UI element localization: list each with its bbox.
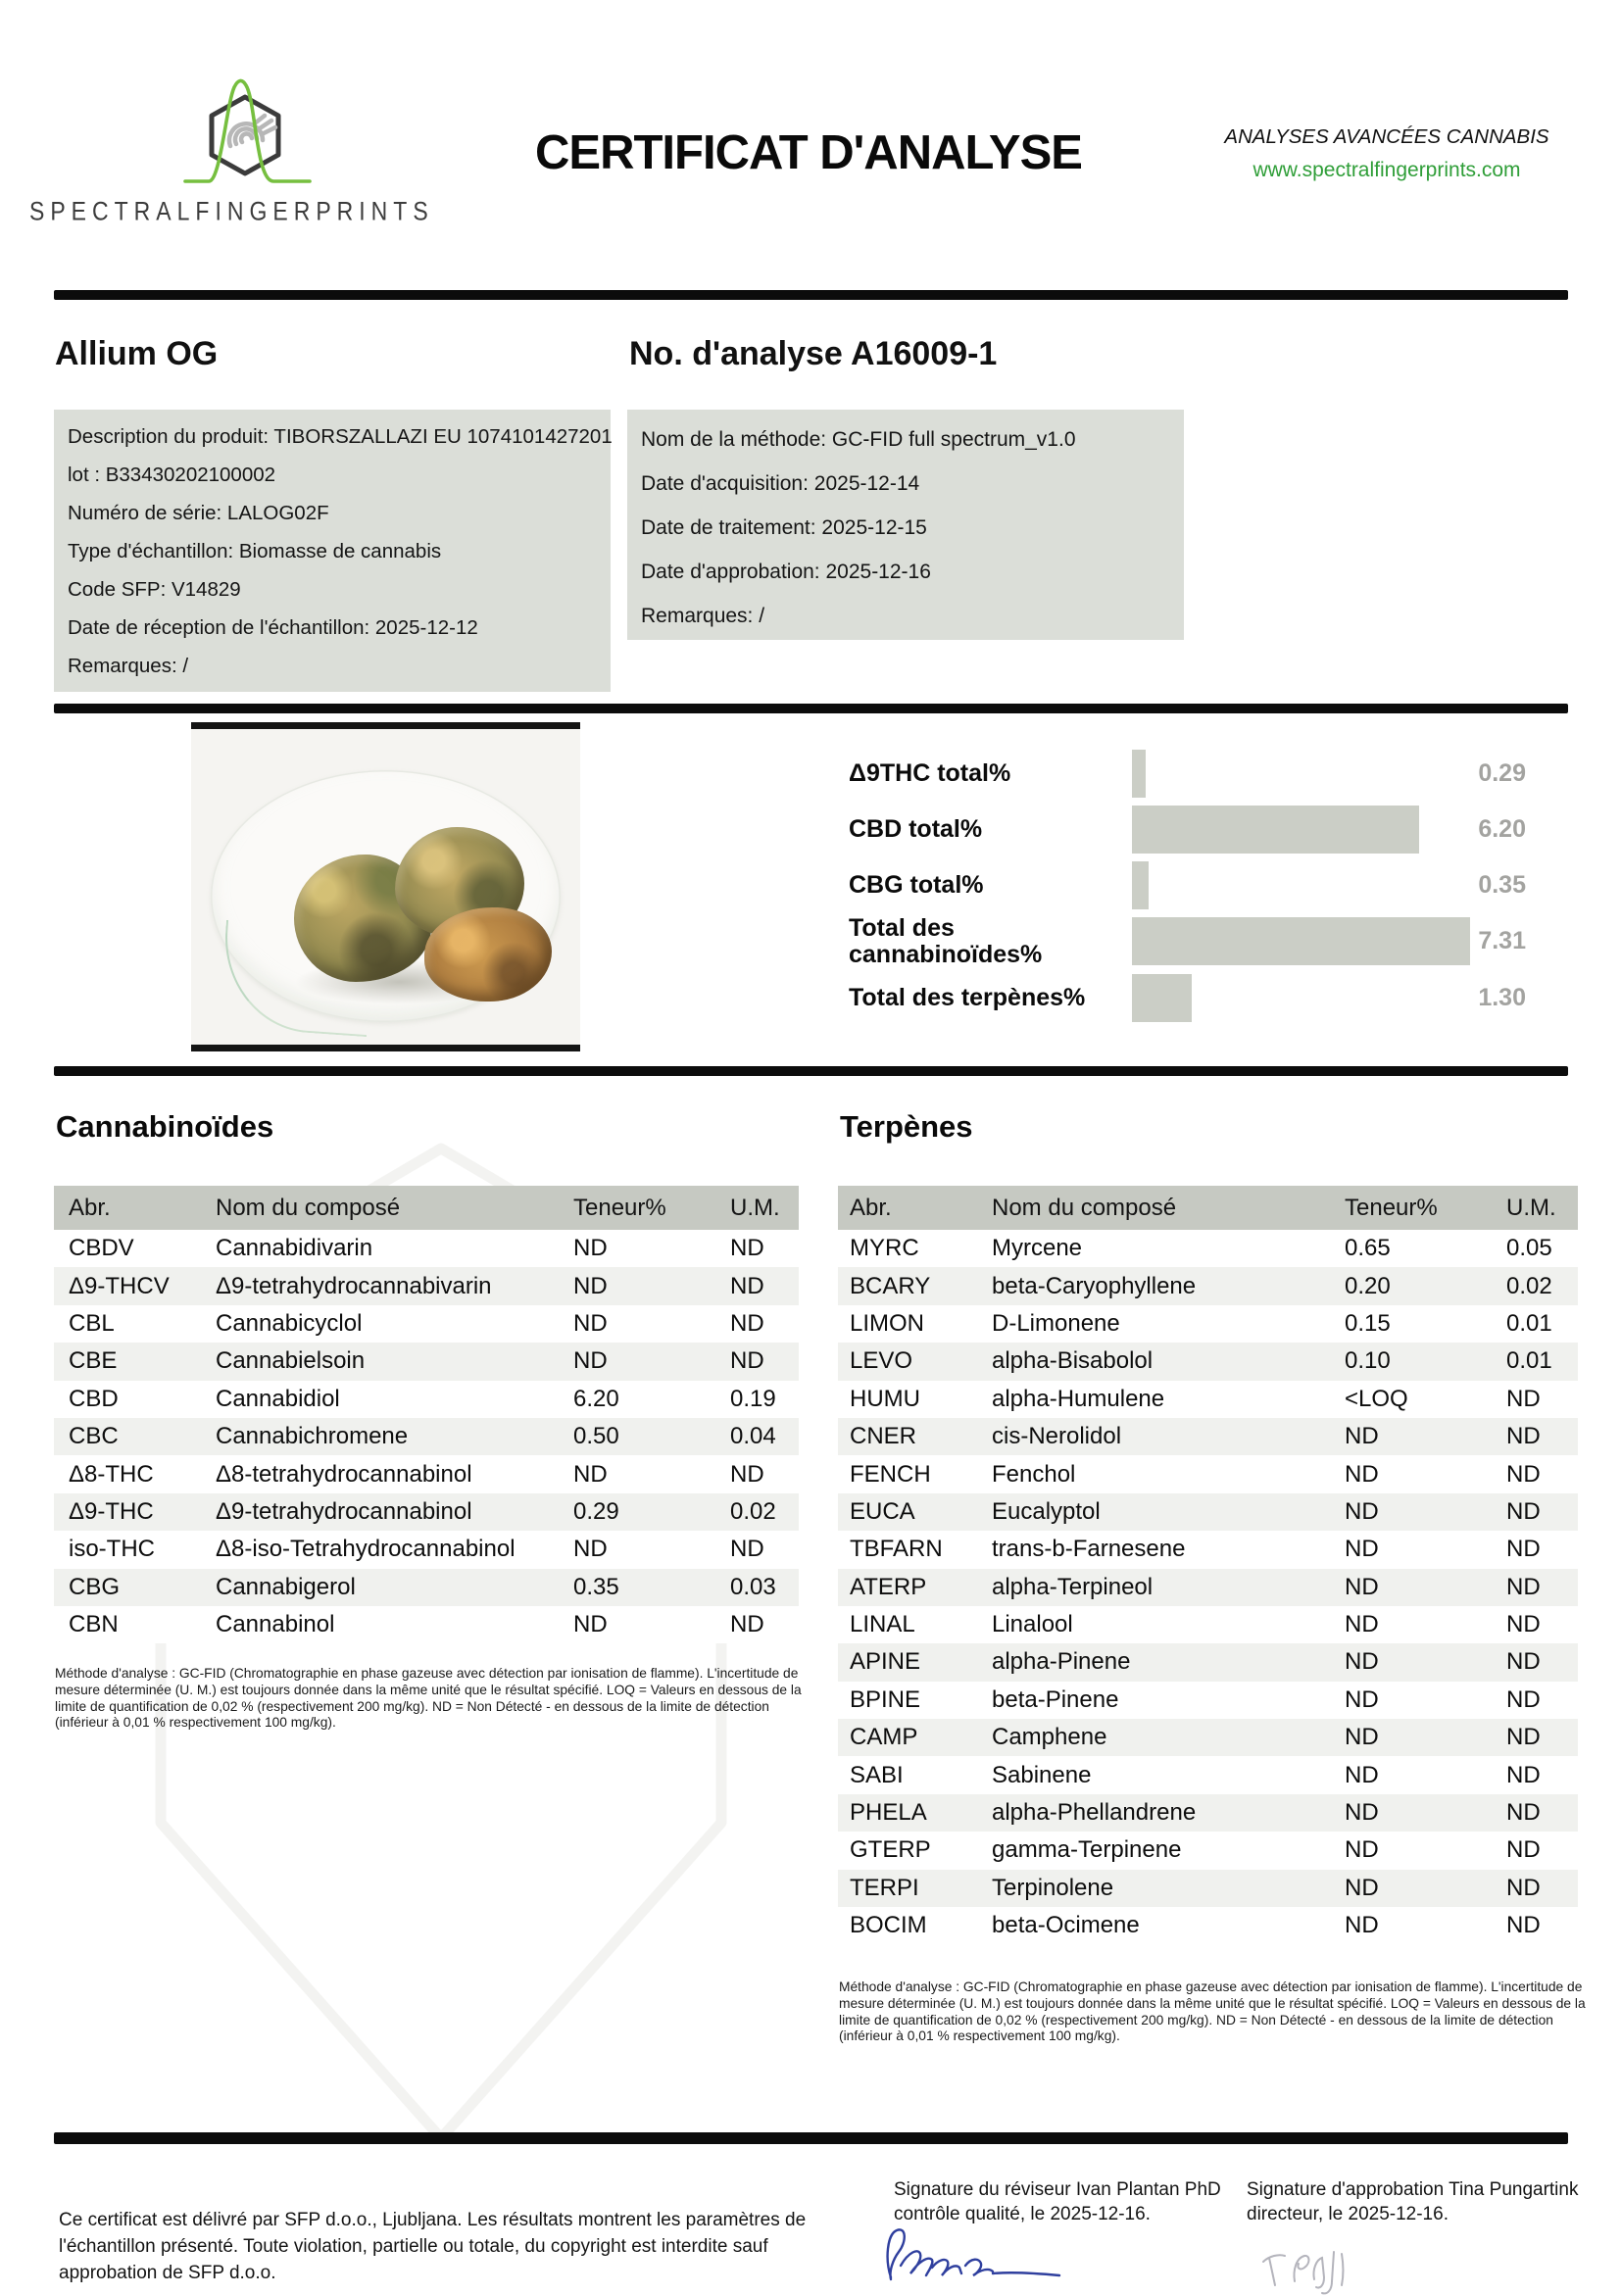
table-cell: ND [1506, 1460, 1541, 1488]
divider [54, 290, 1568, 300]
divider [54, 704, 1568, 713]
approver-signature-label: Signature d'approbation Tina Pungartink [1247, 2179, 1579, 2200]
table-cell: alpha-Humulene [992, 1385, 1165, 1412]
table-cell: PHELA [850, 1799, 927, 1827]
table-cell: ND [573, 1611, 608, 1638]
table-row [838, 1267, 1578, 1304]
table-cell: ND [1506, 1836, 1541, 1864]
table-row [838, 1907, 1578, 1944]
table-cell: Cannabichromene [216, 1423, 409, 1450]
column-header: Abr. [850, 1194, 892, 1221]
table-cell: Δ9-tetrahydrocannabivarin [216, 1272, 492, 1299]
table-row [838, 1794, 1578, 1832]
info-line: Code SFP: V14829 [68, 578, 241, 601]
table-cell: ND [1506, 1874, 1541, 1901]
info-line: lot : B33430202100002 [68, 464, 276, 486]
table-cell: 0.20 [1345, 1272, 1391, 1299]
table-row [838, 1832, 1578, 1869]
table-cell: Camphene [992, 1724, 1107, 1751]
table-cell: ND [1345, 1799, 1379, 1827]
certificate-disclaimer: Ce certificat est délivré par SFP d.o.o., Ljubljana. Les résultats montrent les paramètres de l'échantillon présenté. Toute violation, partielle ou totale, du copyright est interdite sauf approbation de SFP d.o.o. [59, 2210, 807, 2283]
column-header: Teneur% [573, 1194, 666, 1221]
table-cell: ND [1345, 1423, 1379, 1450]
table-row [54, 1493, 799, 1531]
table-row [54, 1230, 799, 1267]
table-cell: ND [573, 1347, 608, 1375]
table-row [838, 1493, 1578, 1531]
table-cell: CNER [850, 1423, 917, 1450]
table-cell: ND [730, 1347, 764, 1375]
table-row [838, 1455, 1578, 1492]
table-cell: ND [573, 1235, 608, 1262]
table-cell: 0.01 [1506, 1309, 1552, 1337]
table-cell: ND [573, 1309, 608, 1337]
cannabinoids-section-title: Cannabinoïdes [56, 1109, 274, 1144]
table-cell: CBL [69, 1309, 115, 1337]
table-cell: 0.04 [730, 1423, 776, 1450]
table-cell: CBC [69, 1423, 119, 1450]
table-row [54, 1569, 799, 1606]
table-cell: Cannabicyclol [216, 1309, 363, 1337]
column-header: U.M. [730, 1194, 780, 1221]
table-cell: ND [730, 1235, 764, 1262]
table-cell: Myrcene [992, 1235, 1083, 1262]
table-cell: BPINE [850, 1685, 921, 1713]
table-cell: LINAL [850, 1611, 915, 1638]
table-cell: ND [1345, 1912, 1379, 1939]
header-tagline: ANALYSES AVANCÉES CANNABIS [1224, 125, 1549, 148]
table-cell: CAMP [850, 1724, 918, 1751]
table-cell: ND [730, 1460, 764, 1488]
table-cell: 0.29 [573, 1497, 619, 1525]
chart-value: 7.31 [1478, 927, 1526, 954]
chart-row [804, 806, 1583, 854]
table-cell: ND [1345, 1648, 1379, 1676]
table-cell: 0.65 [1345, 1235, 1391, 1262]
table-cell: Cannabidivarin [216, 1235, 373, 1262]
table-cell: 0.19 [730, 1385, 776, 1412]
chart-bar [1132, 806, 1419, 854]
table-cell: Cannabidiol [216, 1385, 340, 1412]
table-cell: D-Limonene [992, 1309, 1120, 1337]
table-header-row [54, 1186, 799, 1230]
page-title: CERTIFICAT D'ANALYSE [535, 126, 1082, 179]
table-row [54, 1418, 799, 1455]
table-cell: HUMU [850, 1385, 920, 1412]
table-cell: <LOQ [1345, 1385, 1408, 1412]
table-cell: ND [573, 1536, 608, 1563]
table-cell: ND [1345, 1536, 1379, 1563]
table-cell: LEVO [850, 1347, 913, 1375]
table-cell: CBE [69, 1347, 118, 1375]
info-line: Date de réception de l'échantillon: 2025-12-12 [68, 616, 478, 639]
table-row [54, 1305, 799, 1343]
table-cell: BOCIM [850, 1912, 927, 1939]
info-line: Date de traitement: 2025-12-15 [641, 516, 927, 539]
table-cell: beta-Caryophyllene [992, 1272, 1197, 1299]
table-cell: ND [1506, 1611, 1541, 1638]
table-cell: 0.03 [730, 1573, 776, 1600]
table-cell: alpha-Phellandrene [992, 1799, 1197, 1827]
table-cell: CBG [69, 1573, 121, 1600]
table-cell: beta-Pinene [992, 1685, 1119, 1713]
divider [54, 2132, 1568, 2144]
table-cell: Cannabinol [216, 1611, 335, 1638]
sample-info-box [54, 410, 611, 692]
table-cell: CBDV [69, 1235, 134, 1262]
column-header: Teneur% [1345, 1194, 1438, 1221]
table-cell: ND [730, 1309, 764, 1337]
table-cell: ND [1345, 1685, 1379, 1713]
totals-bar-chart [804, 730, 1583, 1036]
table-row [54, 1606, 799, 1643]
table-row [838, 1418, 1578, 1455]
chart-category-label: CBG total% [849, 871, 984, 899]
reviewer-signature-ink [877, 2223, 1117, 2291]
cannabinoids-method-note: Méthode d'analyse : GC-FID (Chromatographie en phase gazeuse avec détection par ionisation de flamme). L'incertitude de mesure déterminée (U. M.) est toujours donnée dans la même unité que le résultat spécifié. LOQ = Valeurs en dessous de la limite de quantification de 0,02 % (respectivement 200 mg/kg). ND = Non Détecté - en dessous de la limite de détection (inférieur à 0,01 % respectivement 100 mg/kg). [55, 1666, 802, 1731]
table-cell: 0.10 [1345, 1347, 1391, 1375]
table-cell: ND [1506, 1685, 1541, 1713]
table-row [838, 1870, 1578, 1907]
table-row [838, 1531, 1578, 1568]
info-line: Description du produit: TIBORSZALLAZI EU 1074101427201 [68, 425, 613, 448]
table-cell: ND [1506, 1423, 1541, 1450]
table-row [54, 1343, 799, 1380]
approver-signature-ink [1259, 2242, 1406, 2296]
chart-value: 6.20 [1478, 815, 1526, 843]
table-cell: ND [1506, 1536, 1541, 1563]
table-row [838, 1682, 1578, 1719]
table-row [838, 1643, 1578, 1681]
table-cell: alpha-Terpineol [992, 1573, 1154, 1600]
sample-photo [191, 722, 580, 1051]
table-cell: ND [1506, 1573, 1541, 1600]
cannabinoids-table [54, 1186, 799, 1643]
table-row [54, 1531, 799, 1568]
table-header-row [838, 1186, 1578, 1230]
table-cell: iso-THC [69, 1536, 155, 1563]
table-cell: Δ9-THCV [69, 1272, 170, 1299]
chart-category-label: CBD total% [849, 815, 983, 843]
table-cell: Δ9-tetrahydrocannabinol [216, 1497, 472, 1525]
table-cell: ND [1345, 1874, 1379, 1901]
table-cell: alpha-Bisabolol [992, 1347, 1154, 1375]
info-line: Remarques: / [641, 605, 765, 627]
table-cell: Linalool [992, 1611, 1073, 1638]
analysis-info-box [627, 410, 1184, 640]
chart-value: 0.35 [1478, 871, 1526, 899]
table-cell: 0.02 [730, 1497, 776, 1525]
table-cell: LIMON [850, 1309, 925, 1337]
table-cell: SABI [850, 1761, 904, 1788]
table-cell: ND [1506, 1648, 1541, 1676]
table-cell: ND [730, 1536, 764, 1563]
approver-signature-block [1247, 2177, 1590, 2226]
table-cell: Δ8-THC [69, 1460, 154, 1488]
table-cell: MYRC [850, 1235, 919, 1262]
table-row [838, 1756, 1578, 1793]
table-row [838, 1305, 1578, 1343]
table-cell: Δ9-THC [69, 1497, 154, 1525]
table-cell: CBD [69, 1385, 119, 1412]
table-cell: ND [1345, 1724, 1379, 1751]
column-header: Nom du composé [992, 1194, 1177, 1221]
table-cell: TBFARN [850, 1536, 943, 1563]
table-cell: Cannabielsoin [216, 1347, 366, 1375]
chart-category-label: Total des cannabinoïdes% [849, 913, 1043, 968]
table-cell: beta-Ocimene [992, 1912, 1140, 1939]
table-cell: 0.50 [573, 1423, 619, 1450]
column-header: Nom du composé [216, 1194, 401, 1221]
table-cell: BCARY [850, 1272, 931, 1299]
table-cell: alpha-Pinene [992, 1648, 1131, 1676]
approver-signature-role: directeur, le 2025-12-16. [1247, 2204, 1449, 2224]
table-cell: ND [730, 1272, 764, 1299]
table-cell: Cannabigerol [216, 1573, 356, 1600]
table-cell: ND [573, 1460, 608, 1488]
sample-name: Allium OG [55, 335, 219, 372]
table-cell: GTERP [850, 1836, 931, 1864]
table-cell: Δ8-tetrahydrocannabinol [216, 1460, 472, 1488]
chart-category-label: Total des terpènes% [849, 984, 1086, 1011]
info-line: Numéro de série: LALOG02F [68, 502, 329, 524]
table-cell: ND [1345, 1460, 1379, 1488]
column-header: Abr. [69, 1194, 111, 1221]
table-cell: ATERP [850, 1573, 927, 1600]
table-cell: ND [1345, 1611, 1379, 1638]
chart-value: 0.29 [1478, 759, 1526, 787]
table-cell: Terpinolene [992, 1874, 1114, 1901]
table-cell: TERPI [850, 1874, 919, 1901]
table-cell: ND [1506, 1497, 1541, 1525]
reviewer-signature-label: Signature du réviseur Ivan Plantan PhD [894, 2179, 1221, 2200]
table-cell: ND [1506, 1761, 1541, 1788]
info-line: Remarques: / [68, 655, 189, 677]
divider [54, 1066, 1568, 1076]
chart-row [804, 861, 1583, 909]
chart-bar [1132, 861, 1149, 909]
column-header: U.M. [1506, 1194, 1556, 1221]
table-cell: cis-Nerolidol [992, 1423, 1122, 1450]
table-cell: ND [1506, 1799, 1541, 1827]
terpenes-method-note: Méthode d'analyse : GC-FID (Chromatographie en phase gazeuse avec détection par ionisation de flamme). L'incertitude de mesure déterminée (U. M.) est toujours donnée dans la même unité que le résultat spécifié. LOQ = Valeurs en dessous de la limite de quantification de 0,02 % (respectivement 200 mg/kg). ND = Non Détecté - en dessous de la limite de détection (inférieur à 0,01 % respectivement 100 mg/kg). [839, 1979, 1586, 2044]
chart-bar [1132, 974, 1192, 1022]
table-row [838, 1381, 1578, 1418]
table-row [838, 1719, 1578, 1756]
table-cell: 0.01 [1506, 1347, 1552, 1375]
info-line: Type d'échantillon: Biomasse de cannabis [68, 540, 442, 562]
reviewer-signature-block [894, 2177, 1237, 2226]
analysis-number: No. d'analyse A16009-1 [629, 335, 998, 372]
chart-row [804, 750, 1583, 798]
chart-row [804, 913, 1583, 968]
table-cell: ND [1506, 1724, 1541, 1751]
table-cell: Sabinene [992, 1761, 1092, 1788]
chart-bar [1132, 917, 1470, 965]
table-cell: ND [730, 1611, 764, 1638]
table-cell: 0.02 [1506, 1272, 1552, 1299]
table-cell: ND [1345, 1573, 1379, 1600]
table-cell: ND [1506, 1912, 1541, 1939]
table-cell: ND [1506, 1385, 1541, 1412]
table-row [838, 1230, 1578, 1267]
table-cell: trans-b-Farnesene [992, 1536, 1186, 1563]
table-row [54, 1267, 799, 1304]
table-cell: Δ8-iso-Tetrahydrocannabinol [216, 1536, 516, 1563]
terpenes-section-title: Terpènes [840, 1109, 973, 1144]
table-row [54, 1381, 799, 1418]
table-cell: 0.05 [1506, 1235, 1552, 1262]
chart-row [804, 974, 1583, 1022]
table-cell: ND [573, 1272, 608, 1299]
table-cell: Fenchol [992, 1460, 1076, 1488]
info-line: Date d'approbation: 2025-12-16 [641, 561, 931, 583]
table-cell: 0.15 [1345, 1309, 1391, 1337]
table-row [838, 1343, 1578, 1380]
table-cell: ND [1345, 1836, 1379, 1864]
table-cell: EUCA [850, 1497, 915, 1525]
table-row [838, 1569, 1578, 1606]
table-row [54, 1455, 799, 1492]
table-cell: FENCH [850, 1460, 931, 1488]
chart-value: 1.30 [1478, 984, 1526, 1011]
table-cell: ND [1345, 1497, 1379, 1525]
table-cell: Eucalyptol [992, 1497, 1101, 1525]
table-cell: 6.20 [573, 1385, 619, 1412]
table-cell: gamma-Terpinene [992, 1836, 1182, 1864]
cannabis-bud [424, 907, 552, 1001]
table-cell: CBN [69, 1611, 119, 1638]
info-line: Nom de la méthode: GC-FID full spectrum_v1.0 [641, 428, 1076, 451]
terpenes-table [838, 1186, 1578, 1944]
chart-bar [1132, 750, 1146, 798]
table-cell: 0.35 [573, 1573, 619, 1600]
reviewer-signature-role: contrôle qualité, le 2025-12-16. [894, 2204, 1151, 2224]
table-cell: APINE [850, 1648, 921, 1676]
info-line: Date d'acquisition: 2025-12-14 [641, 472, 920, 495]
website-link[interactable]: www.spectralfingerprints.com [1253, 159, 1521, 181]
table-row [838, 1606, 1578, 1643]
table-cell: ND [1345, 1761, 1379, 1788]
chart-category-label: Δ9THC total% [849, 759, 1011, 787]
brand-name: SPECTRALFINGERPRINTS [29, 195, 434, 226]
spectralfingerprints-logo [181, 71, 314, 190]
